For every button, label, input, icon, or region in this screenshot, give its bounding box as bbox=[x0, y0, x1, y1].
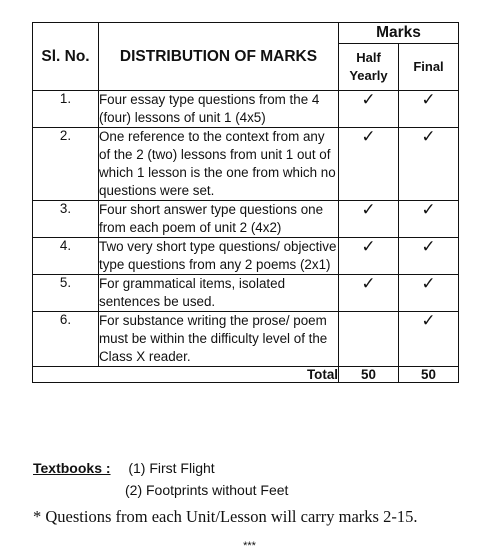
row-description: For grammatical items, isolated sentences be used. bbox=[99, 275, 339, 312]
header-distribution: DISTRIBUTION OF MARKS bbox=[99, 23, 339, 91]
marks-note: * Questions from each Unit/Lesson will carry marks 2-15. bbox=[33, 507, 418, 526]
row-description: One reference to the context from any of the 2 (two) lessons from unit 1 out of which 1 lesson is the one from which no questions were set. bbox=[99, 128, 339, 201]
row-serial-number: 3. bbox=[33, 201, 99, 238]
final-check: ✓ bbox=[399, 275, 459, 312]
total-label: Total bbox=[33, 367, 339, 383]
marks-distribution-table bbox=[32, 22, 459, 383]
final-check: ✓ bbox=[399, 128, 459, 201]
row-serial-number: 1. bbox=[33, 91, 99, 128]
row-serial-number: 2. bbox=[33, 128, 99, 201]
header-final: Final bbox=[399, 44, 459, 91]
row-serial-number: 5. bbox=[33, 275, 99, 312]
row-description: Four short answer type questions one from each poem of unit 2 (4x2) bbox=[99, 201, 339, 238]
table-row bbox=[33, 201, 459, 238]
row-description: For substance writing the prose/ poem must be within the difficulty level of the Class X reader. bbox=[99, 312, 339, 367]
textbooks-line-2 bbox=[125, 482, 288, 498]
table-row bbox=[33, 238, 459, 275]
table-row bbox=[33, 128, 459, 201]
final-check: ✓ bbox=[399, 238, 459, 275]
textbook-item: (2) Footprints without Feet bbox=[125, 482, 289, 498]
final-check: ✓ bbox=[399, 312, 459, 367]
final-check: ✓ bbox=[399, 201, 459, 238]
row-serial-number: 4. bbox=[33, 238, 99, 275]
half-yearly-check: ✓ bbox=[339, 128, 399, 201]
textbooks-line-1 bbox=[33, 460, 215, 476]
total-final: 50 bbox=[399, 367, 459, 383]
section-end-marker: *** bbox=[243, 540, 256, 552]
total-half-yearly: 50 bbox=[339, 367, 399, 383]
header-marks: Marks bbox=[339, 23, 459, 44]
header-half-yearly: Half Yearly bbox=[339, 44, 399, 91]
table-row bbox=[33, 312, 459, 367]
half-yearly-check: ✓ bbox=[339, 91, 399, 128]
half-yearly-check: ✓ bbox=[339, 238, 399, 275]
half-yearly-check: ✓ bbox=[339, 275, 399, 312]
table-row bbox=[33, 275, 459, 312]
table-row bbox=[33, 91, 459, 128]
half-yearly-check: ✓ bbox=[339, 201, 399, 238]
half-yearly-check bbox=[339, 312, 399, 367]
row-description: Four essay type questions from the 4 (four) lessons of unit 1 (4x5) bbox=[99, 91, 339, 128]
header-sl-no: Sl. No. bbox=[33, 23, 99, 91]
textbooks-label: Textbooks : bbox=[33, 460, 111, 476]
row-description: Two very short type questions/ objective type questions from any 2 poems (2x1) bbox=[99, 238, 339, 275]
final-check: ✓ bbox=[399, 91, 459, 128]
textbook-item: (1) First Flight bbox=[128, 460, 215, 476]
row-serial-number: 6. bbox=[33, 312, 99, 367]
